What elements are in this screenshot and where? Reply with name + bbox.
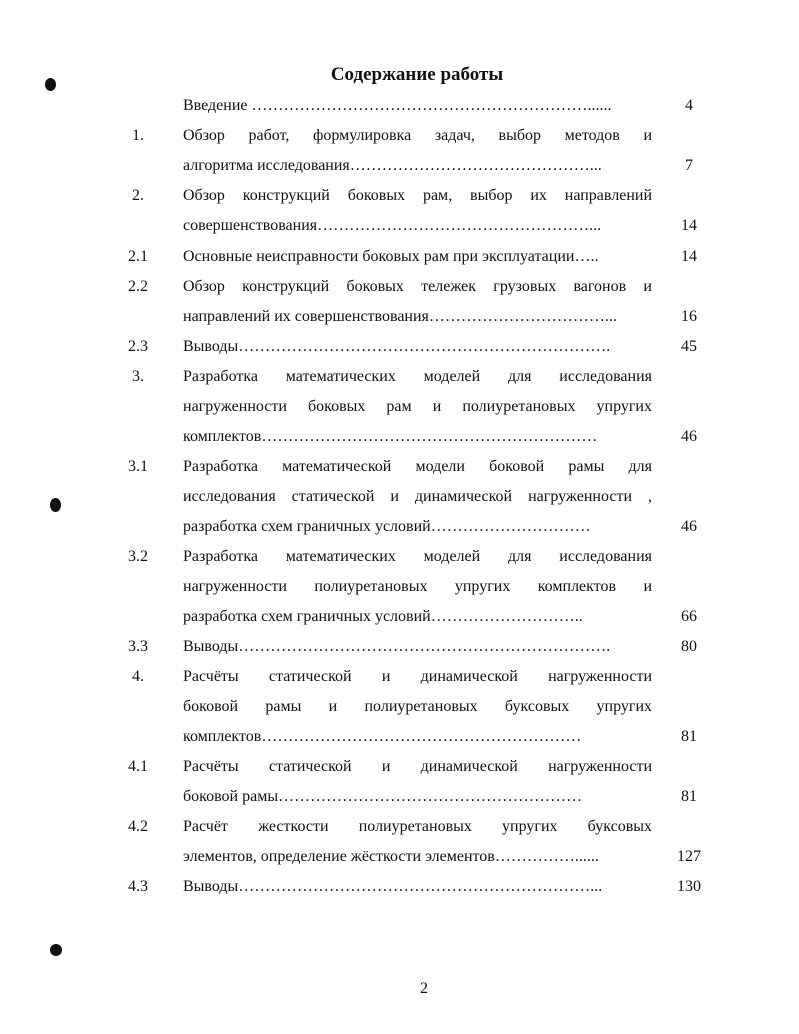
toc-entry-line: алгоритма исследования………………………………………... (183, 157, 602, 174)
toc-entry-line: исследования статической и динамической нагруженности , (183, 488, 652, 505)
toc-entry-line: Выводы……………………………………………………………. (183, 638, 611, 655)
toc-entry-line: Обзор конструкций боковых рам, выбор их направлений (183, 187, 652, 204)
toc-entry-number: 3.3 (128, 638, 148, 655)
toc-entry-number: 3.2 (128, 548, 148, 565)
toc-entry-number: 3.1 (128, 458, 148, 475)
toc-entry-line: Разработка математической модели боковой рамы для (183, 458, 652, 475)
toc-entry-page: 45 (681, 338, 697, 355)
toc-entry-page: 14 (681, 217, 697, 234)
toc-entry-page: 66 (681, 608, 697, 625)
toc-entry-line: Обзор работ, формулировка задач, выбор методов и (183, 127, 652, 144)
toc-entry-number: 2.3 (128, 338, 148, 355)
toc-entry-line: совершенствования……………………………………………... (183, 217, 602, 234)
toc-entry-number: 4. (132, 668, 144, 685)
scan-mark-bottom (50, 944, 62, 956)
toc-entry-number: 3. (132, 368, 144, 385)
toc-entry-page: 127 (677, 848, 701, 865)
toc-entry-line: боковой рамы и полиуретановых буксовых упругих (183, 698, 652, 715)
toc-entry-page: 46 (681, 518, 697, 535)
toc-entry-line: Выводы……………………………………………………………. (183, 338, 611, 355)
scan-mark-middle (50, 498, 61, 512)
toc-entry-line: Расчёт жесткости полиуретановых упругих буксовых (183, 818, 652, 835)
toc-entry-line: Введение ………………………………………………………...... (183, 97, 612, 114)
toc-entry-page: 4 (685, 97, 693, 114)
toc-entry-line: комплектов…………………………………………………… (183, 728, 582, 745)
toc-entry-number: 2. (132, 187, 144, 204)
toc-entry-number: 4.1 (128, 758, 148, 775)
toc-entry-line: Разработка математических моделей для исследования (183, 548, 652, 565)
toc-entry-page: 130 (677, 878, 701, 895)
toc-entry-line: элементов, определение жёсткости элементов……………...... (183, 848, 599, 865)
toc-entry-page: 81 (681, 728, 697, 745)
toc-entry-page: 80 (681, 638, 697, 655)
scan-mark-top (45, 78, 56, 91)
toc-entry-line: Обзор конструкций боковых тележек грузовых вагонов и (183, 278, 652, 295)
page-number: 2 (420, 980, 428, 997)
toc-entry-number: 4.3 (128, 878, 148, 895)
toc-entry-number: 2.2 (128, 278, 148, 295)
toc-entry-line: Выводы…………………………………………………………... (183, 878, 603, 895)
toc-entry-line: направлений их совершенствования……………………………... (183, 308, 617, 325)
toc-entry-page: 16 (681, 308, 697, 325)
toc-entry-page: 7 (685, 157, 693, 174)
toc-entry-line: Расчёты статической и динамической нагруженности (183, 758, 652, 775)
toc-entry-line: Разработка математических моделей для исследования (183, 368, 652, 385)
toc-entry-line: разработка схем граничных условий……………………….. (183, 608, 583, 625)
toc-entry-line: боковой рамы………………………………………………… (183, 788, 583, 805)
toc-entry-line: Основные неисправности боковых рам при эксплуатации….. (183, 248, 599, 265)
toc-entry-page: 46 (681, 428, 697, 445)
toc-entry-number: 2.1 (128, 248, 148, 265)
toc-entry-line: нагруженности полиуретановых упругих комплектов и (183, 578, 652, 595)
toc-entry-page: 81 (681, 788, 697, 805)
toc-entry-line: разработка схем граничных условий………………………… (183, 518, 591, 535)
toc-entry-line: Расчёты статической и динамической нагруженности (183, 668, 652, 685)
toc-entry-line: нагруженности боковых рам и полиуретановых упругих (183, 398, 652, 415)
toc-entry-page: 14 (681, 248, 697, 265)
toc-entry-line: комплектов……………………………………………………… (183, 428, 598, 445)
toc-entry-number: 4.2 (128, 818, 148, 835)
page-title: Содержание работы (330, 64, 504, 85)
toc-entry-number: 1. (132, 127, 144, 144)
